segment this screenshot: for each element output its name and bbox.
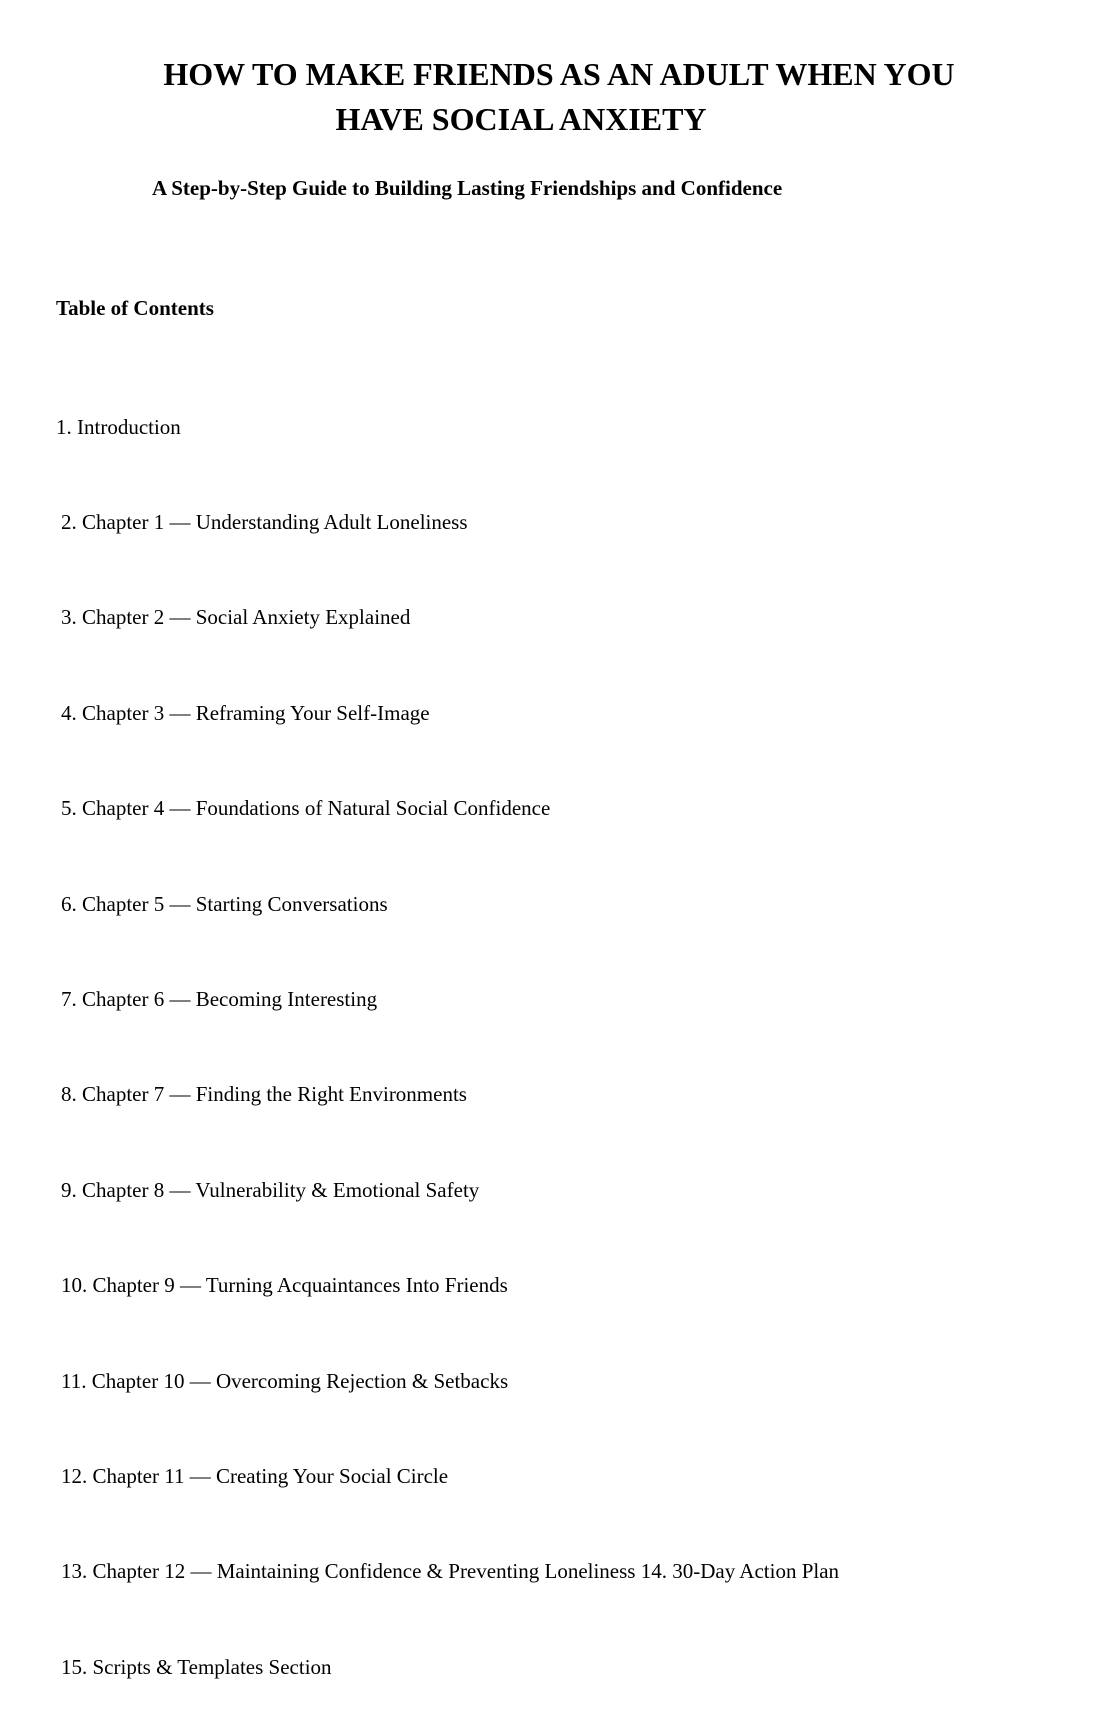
- toc-item-chapter-10: 11. Chapter 10 — Overcoming Rejection & Setbacks: [61, 1368, 509, 1393]
- toc-item-chapter-5: 6. Chapter 5 — Starting Conversations: [61, 891, 388, 916]
- document-title: [0, 52, 1118, 142]
- toc-item-chapter-2: 3. Chapter 2 — Social Anxiety Explained: [61, 605, 411, 630]
- document-title-line-2: HAVE SOCIAL ANXIETY: [335, 101, 707, 137]
- toc-item-chapter-3: 4. Chapter 3 — Reframing Your Self-Image: [61, 700, 430, 725]
- toc-item-chapter-6: 7. Chapter 6 — Becoming Interesting: [61, 986, 378, 1011]
- toc-heading: Table of Contents: [56, 296, 214, 320]
- toc-item-chapter-4: 5. Chapter 4 — Foundations of Natural Social Confidence: [61, 796, 551, 821]
- toc-item-chapter-12: 13. Chapter 12 — Maintaining Confidence & Preventing Loneliness 14. 30-Day Action Plan: [61, 1559, 840, 1584]
- table-of-contents: [56, 348, 839, 1715]
- document-subtitle: A Step-by-Step Guide to Building Lasting Friendships and Confidence: [152, 176, 783, 200]
- toc-item-chapter-7: 8. Chapter 7 — Finding the Right Environments: [61, 1082, 467, 1107]
- toc-item-introduction: 1. Introduction: [56, 414, 181, 439]
- toc-item-chapter-1: 2. Chapter 1 — Understanding Adult Loneliness: [61, 509, 468, 534]
- toc-item-chapter-8: 9. Chapter 8 — Vulnerability & Emotional Safety: [61, 1177, 480, 1202]
- toc-item-chapter-11: 12. Chapter 11 — Creating Your Social Circle: [61, 1463, 449, 1488]
- toc-item-scripts-templates: 15. Scripts & Templates Section: [61, 1654, 332, 1679]
- document-title-line-1: HOW TO MAKE FRIENDS AS AN ADULT WHEN YOU: [163, 56, 955, 92]
- toc-item-chapter-9: 10. Chapter 9 — Turning Acquaintances Into Friends: [61, 1273, 508, 1298]
